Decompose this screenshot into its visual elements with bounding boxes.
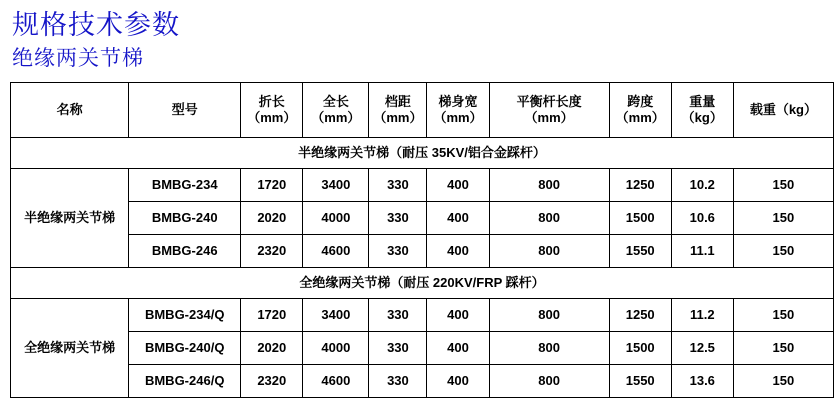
cell-model: BMBG-246 xyxy=(129,235,241,268)
column-header-span xyxy=(609,83,671,138)
cell-span: 1500 xyxy=(609,202,671,235)
section-banner-label: 全绝缘两关节梯（耐压 220KV/FRP 踩杆） xyxy=(11,268,834,299)
cell-span: 1550 xyxy=(609,235,671,268)
section-banner-row xyxy=(11,268,834,299)
cell-step-spacing: 330 xyxy=(369,235,427,268)
cell-total-length: 4000 xyxy=(303,202,369,235)
cell-model: BMBG-246/Q xyxy=(129,365,241,398)
cell-fold-length: 1720 xyxy=(241,299,303,332)
spec-page xyxy=(0,8,840,412)
cell-weight: 11.1 xyxy=(671,235,733,268)
cell-balance-bar-length: 800 xyxy=(489,202,609,235)
table-row xyxy=(11,299,834,332)
cell-weight: 10.2 xyxy=(671,169,733,202)
cell-balance-bar-length: 800 xyxy=(489,235,609,268)
cell-load-capacity: 150 xyxy=(733,169,833,202)
cell-weight: 13.6 xyxy=(671,365,733,398)
column-header-weight-line2: （kg） xyxy=(681,110,723,125)
cell-model: BMBG-240 xyxy=(129,202,241,235)
cell-model: BMBG-234 xyxy=(129,169,241,202)
cell-load-capacity: 150 xyxy=(733,299,833,332)
cell-total-length: 4000 xyxy=(303,332,369,365)
cell-span: 1250 xyxy=(609,169,671,202)
column-header-ladder-width-line1: 梯身宽 xyxy=(438,94,478,109)
cell-total-length: 3400 xyxy=(303,169,369,202)
cell-fold-length: 1720 xyxy=(241,169,303,202)
column-header-ladder-width xyxy=(427,83,489,138)
cell-ladder-width: 400 xyxy=(427,202,489,235)
section-banner-row xyxy=(11,138,834,169)
cell-total-length: 4600 xyxy=(303,235,369,268)
table-row xyxy=(11,169,834,202)
column-header-name-line1: 名称 xyxy=(56,102,83,117)
table-row xyxy=(11,235,834,268)
cell-balance-bar-length: 800 xyxy=(489,169,609,202)
cell-weight: 12.5 xyxy=(671,332,733,365)
cell-model: BMBG-240/Q xyxy=(129,332,241,365)
table-header-row xyxy=(11,83,834,138)
column-header-step-spacing-line1: 档距 xyxy=(384,94,411,109)
cell-load-capacity: 150 xyxy=(733,202,833,235)
cell-step-spacing: 330 xyxy=(369,169,427,202)
cell-weight: 11.2 xyxy=(671,299,733,332)
column-header-model xyxy=(129,83,241,138)
cell-total-length: 4600 xyxy=(303,365,369,398)
cell-load-capacity: 150 xyxy=(733,235,833,268)
cell-step-spacing: 330 xyxy=(369,332,427,365)
table-row xyxy=(11,365,834,398)
column-header-total-length xyxy=(303,83,369,138)
cell-ladder-width: 400 xyxy=(427,332,489,365)
column-header-step-spacing-line2: （mm） xyxy=(373,110,423,125)
cell-fold-length: 2320 xyxy=(241,235,303,268)
cell-balance-bar-length: 800 xyxy=(489,299,609,332)
column-header-name xyxy=(11,83,129,138)
cell-total-length: 3400 xyxy=(303,299,369,332)
column-header-fold-length-line1: 折长 xyxy=(258,94,285,109)
cell-fold-length: 2020 xyxy=(241,202,303,235)
column-header-load-capacity xyxy=(733,83,833,138)
cell-span: 1250 xyxy=(609,299,671,332)
cell-balance-bar-length: 800 xyxy=(489,365,609,398)
section-row-label: 全绝缘两关节梯 xyxy=(11,299,129,398)
cell-step-spacing: 330 xyxy=(369,365,427,398)
column-header-span-line1: 跨度 xyxy=(627,94,654,109)
section-row-label: 半绝缘两关节梯 xyxy=(11,169,129,268)
column-header-model-line1: 型号 xyxy=(171,102,198,117)
cell-load-capacity: 150 xyxy=(733,332,833,365)
cell-span: 1550 xyxy=(609,365,671,398)
cell-load-capacity: 150 xyxy=(733,365,833,398)
section-banner-label: 半绝缘两关节梯（耐压 35KV/铝合金踩杆） xyxy=(11,138,834,169)
column-header-balance-bar-length xyxy=(489,83,609,138)
cell-ladder-width: 400 xyxy=(427,299,489,332)
table-row xyxy=(11,332,834,365)
column-header-balance-bar-length-line2: （mm） xyxy=(524,110,574,125)
cell-span: 1500 xyxy=(609,332,671,365)
cell-step-spacing: 330 xyxy=(369,299,427,332)
page-subtitle: 绝缘两关节梯 xyxy=(12,47,144,70)
cell-balance-bar-length: 800 xyxy=(489,332,609,365)
cell-step-spacing: 330 xyxy=(369,202,427,235)
cell-model: BMBG-234/Q xyxy=(129,299,241,332)
cell-ladder-width: 400 xyxy=(427,169,489,202)
cell-ladder-width: 400 xyxy=(427,235,489,268)
spec-table xyxy=(10,82,834,398)
column-header-span-line2: （mm） xyxy=(615,110,665,125)
column-header-weight-line1: 重量 xyxy=(689,94,716,109)
column-header-load-capacity-line1: 载重（kg） xyxy=(749,102,817,117)
cell-fold-length: 2320 xyxy=(241,365,303,398)
column-header-total-length-line2: （mm） xyxy=(311,110,361,125)
column-header-weight xyxy=(671,83,733,138)
column-header-ladder-width-line2: （mm） xyxy=(433,110,483,125)
column-header-balance-bar-length-line1: 平衡杆长度 xyxy=(516,94,582,109)
column-header-fold-length-line2: （mm） xyxy=(247,110,297,125)
column-header-step-spacing xyxy=(369,83,427,138)
cell-fold-length: 2020 xyxy=(241,332,303,365)
column-header-total-length-line1: 全长 xyxy=(322,94,349,109)
page-title: 规格技术参数 xyxy=(12,10,180,40)
table-row xyxy=(11,202,834,235)
cell-ladder-width: 400 xyxy=(427,365,489,398)
column-header-fold-length xyxy=(241,83,303,138)
cell-weight: 10.6 xyxy=(671,202,733,235)
